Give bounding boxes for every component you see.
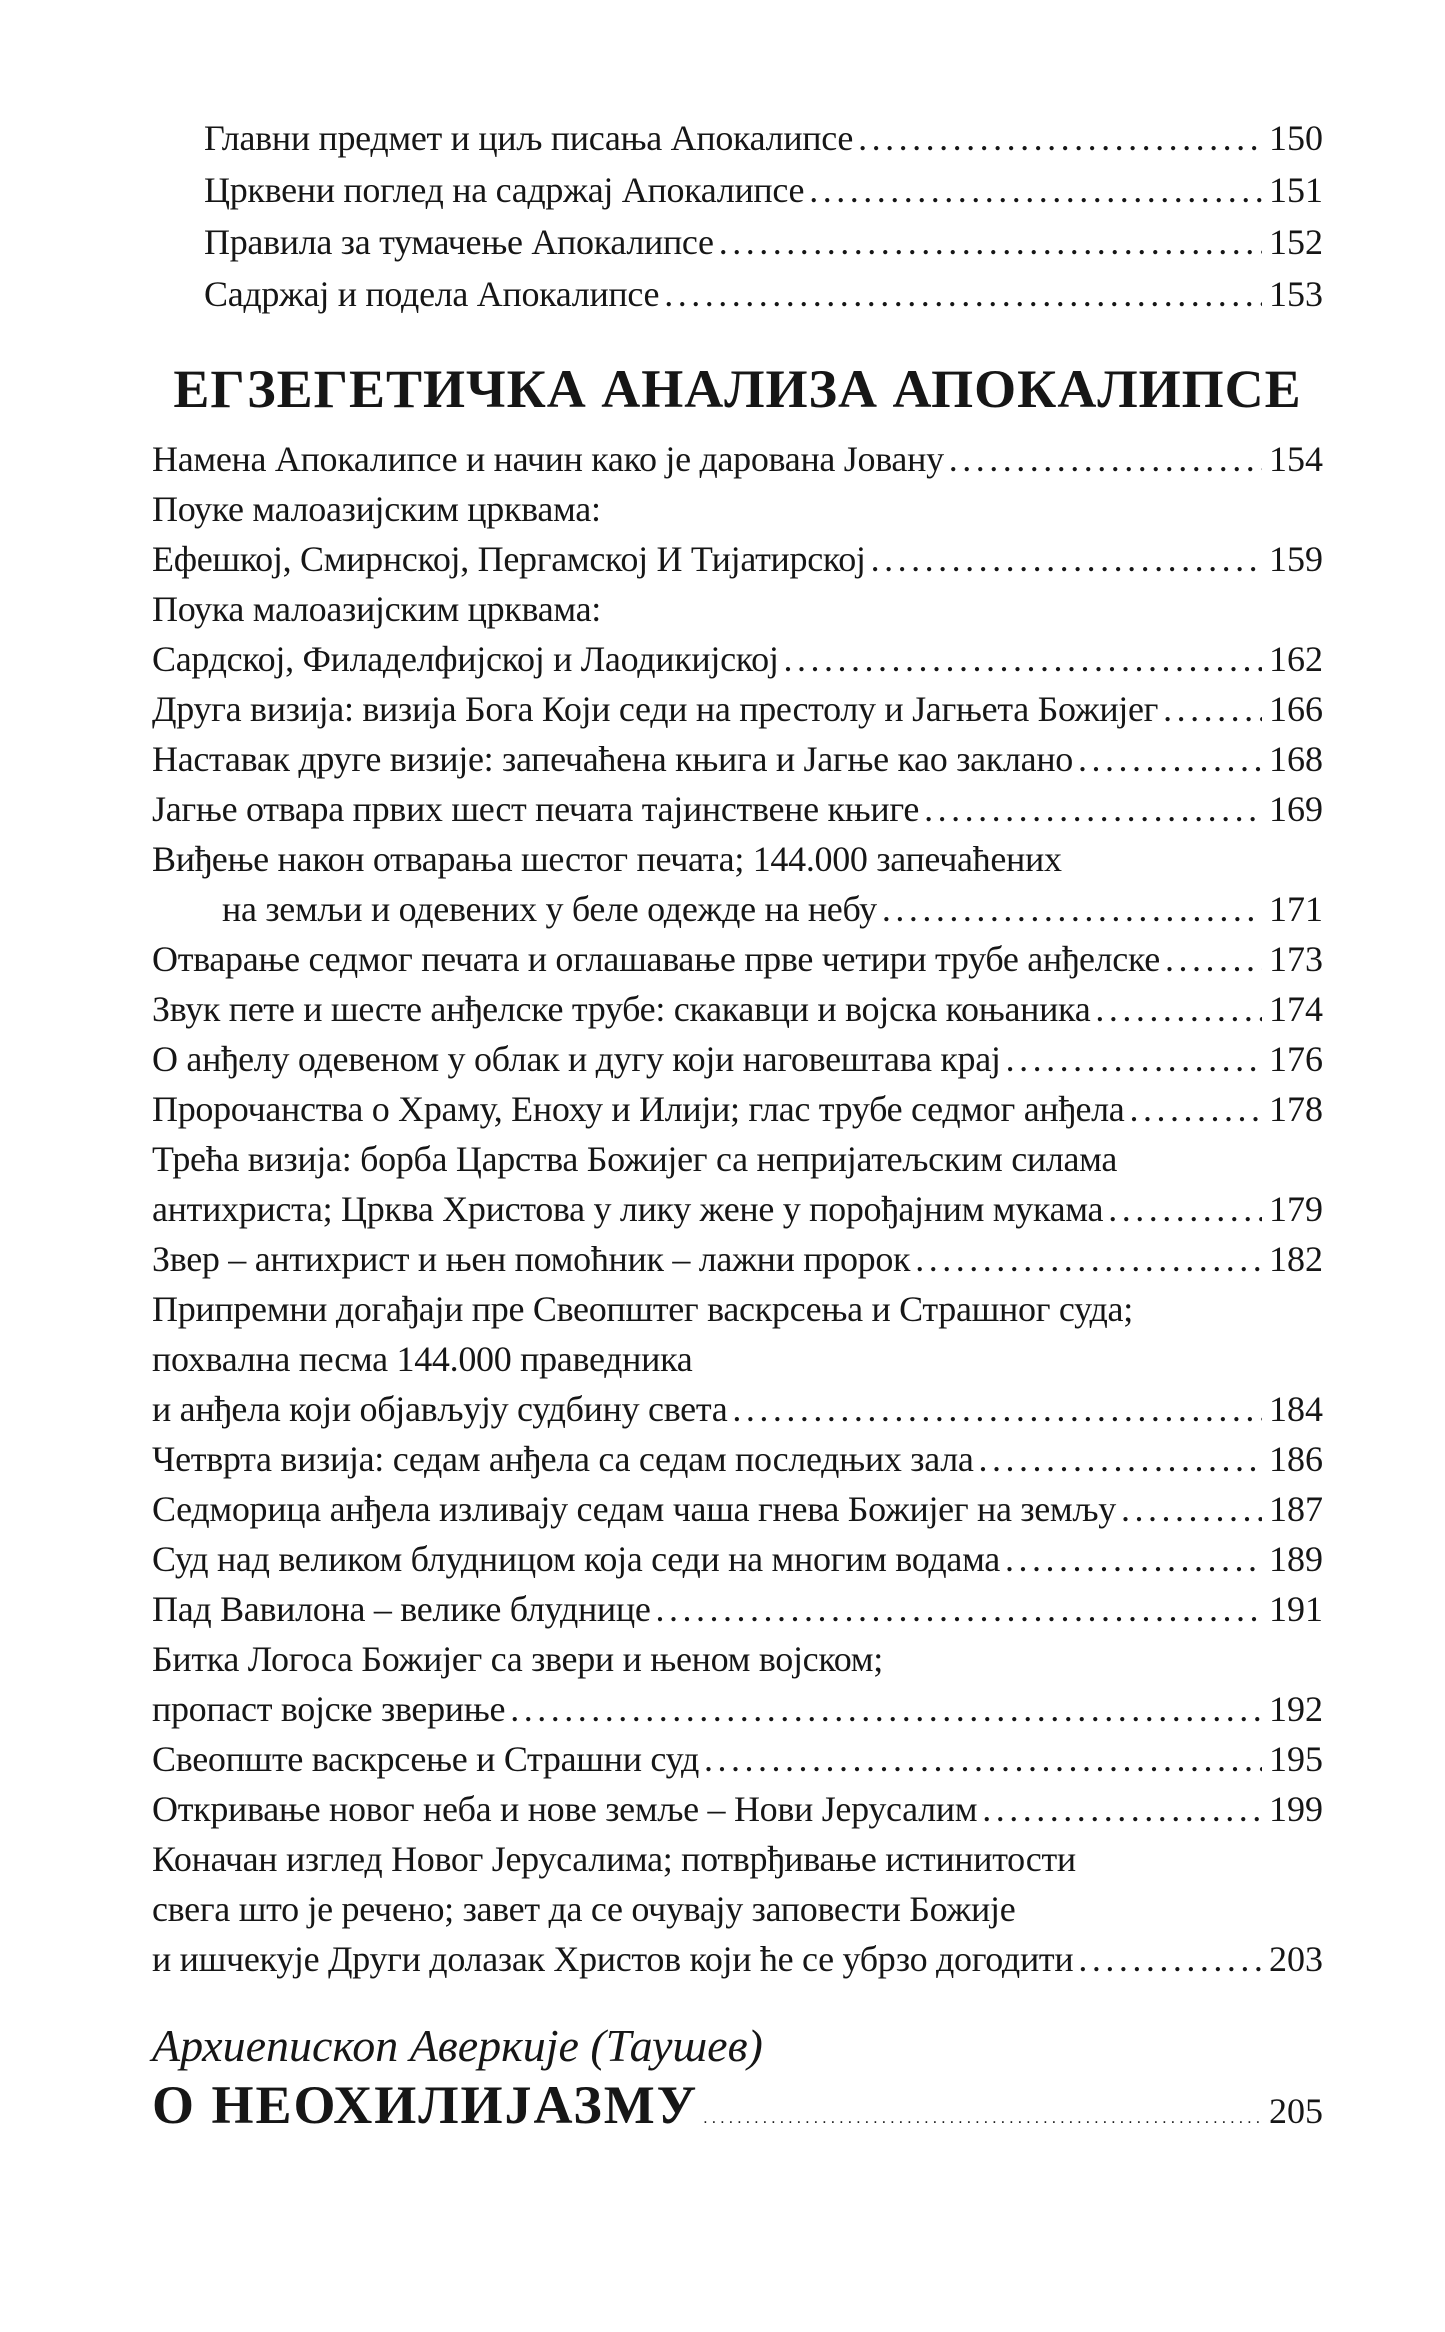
toc-entry — [204, 112, 1323, 164]
page-number: 151 — [1269, 170, 1323, 210]
toc-entry — [152, 934, 1323, 984]
toc-entry — [152, 984, 1323, 1034]
toc-entry — [152, 784, 1323, 834]
toc-entry-title: О анђелу одевеном у облак и дугу који наговештава крај — [152, 1039, 1001, 1079]
page-number: 166 — [1269, 689, 1323, 729]
toc-entry-title: Суд над великом блудницом која седи на многим водама — [152, 1539, 1000, 1579]
page-number: 150 — [1269, 118, 1323, 158]
toc-entry — [152, 1534, 1323, 1584]
toc-entry-title: Сардској, Филаделфијској и Лаодикијској — [152, 639, 779, 679]
toc-entry-title: Коначан изглед Новог Јерусалима; потврђивање истинитости — [152, 1839, 1076, 1879]
toc-entry — [152, 1084, 1323, 1134]
toc-entry — [204, 216, 1323, 268]
toc-entry-title: и ишчекује Други долазак Христов који ће се убрзо догодити — [152, 1939, 1074, 1979]
page-number: 152 — [1269, 222, 1323, 262]
appendix-title: О НЕОХИЛИЈАЗМУ — [152, 2075, 699, 2135]
dot-leader — [1103, 1184, 1262, 1234]
dot-leader — [1073, 1934, 1262, 1984]
toc-entry-title: Седморица анђела изливају седам чаша гнева Божијег на земљу — [152, 1489, 1116, 1529]
toc-entry-title: Друга визија: визија Бога Који седи на престолу и Јагњета Божијег — [152, 689, 1159, 729]
page-number: 179 — [1269, 1189, 1323, 1229]
dot-leader — [779, 634, 1262, 684]
toc-entry — [152, 534, 1323, 584]
page-number: 192 — [1269, 1689, 1323, 1729]
toc-entry-title: Звер – антихрист и њен помоћник – лажни пророк — [152, 1239, 911, 1279]
toc-entry-title: Садржај и подела Апокалипсе — [204, 274, 660, 314]
toc-entry — [152, 1834, 1323, 1884]
toc-entry — [152, 1484, 1323, 1534]
page-number: 162 — [1269, 639, 1323, 679]
dot-leader — [505, 1684, 1262, 1734]
page-number: 195 — [1269, 1739, 1323, 1779]
dot-leader — [853, 112, 1262, 162]
page-number: 178 — [1269, 1089, 1323, 1129]
dot-leader — [944, 434, 1262, 484]
toc-entry — [152, 834, 1323, 884]
dot-leader — [651, 1584, 1262, 1634]
toc-content — [152, 112, 1323, 2150]
dot-leader — [1160, 934, 1262, 984]
page-number: 173 — [1269, 939, 1323, 979]
page-number: 186 — [1269, 1439, 1323, 1479]
toc-entry — [152, 2074, 1323, 2150]
dot-leader — [910, 1234, 1262, 1284]
dot-leader — [1158, 684, 1262, 734]
toc-entry-title: Четврта визија: седам анђела са седам последњих зала — [152, 1439, 974, 1479]
appendix-author: Архиепископ Аверкије (Таушев) — [152, 2020, 763, 2071]
toc-entry-title: Главни предмет и циљ писања Апокалипсе — [204, 118, 854, 158]
toc-entry — [152, 1034, 1323, 1084]
toc-entry-title: пропаст војске звериње — [152, 1689, 506, 1729]
dot-leader — [866, 534, 1262, 584]
toc-entry — [152, 1634, 1323, 1684]
section-entries — [152, 434, 1323, 1984]
toc-entry-title: Наставак друге визије: запечаћена књига и Јагње као заклано — [152, 739, 1074, 779]
toc-entry-title: Намена Апокалипсе и начин како је дарована Јовану — [152, 439, 944, 479]
toc-entry — [204, 164, 1323, 216]
toc-entry-title: Поука малоазијским црквама: — [152, 589, 602, 629]
dot-leader — [804, 164, 1262, 214]
toc-entry — [152, 1284, 1323, 1334]
toc-entry-title: Пророчанства о Храму, Еноху и Илији; глас трубе седмог анђела — [152, 1089, 1125, 1129]
toc-entry-title: Звук пете и шесте анђелске трубе: скакавци и војска коњаника — [152, 989, 1091, 1029]
toc-entry — [152, 1184, 1323, 1234]
toc-entry — [152, 634, 1323, 684]
page-number: 203 — [1269, 1939, 1323, 1979]
dot-leader — [919, 784, 1262, 834]
dot-leader — [1000, 1534, 1262, 1584]
toc-entry-title: Поуке малоазијским црквама: — [152, 489, 601, 529]
toc-entry — [152, 1234, 1323, 1284]
page-number: 168 — [1269, 739, 1323, 779]
page-number: 171 — [1269, 889, 1323, 929]
dot-leader — [698, 2088, 1262, 2150]
dot-leader — [659, 268, 1262, 318]
toc-entry-title: свега што је речено; завет да се очувају заповести Божије — [152, 1889, 1016, 1929]
dot-leader — [1001, 1034, 1262, 1084]
toc-entry-title: Пад Вавилона – велике блуднице — [152, 1589, 651, 1629]
toc-entry-title: Откривање новог неба и нове земље – Нови Јерусалим — [152, 1789, 978, 1829]
toc-entry — [152, 1584, 1323, 1634]
toc-entry-title: Јагње отвара првих шест печата тајинствене књиге — [152, 789, 920, 829]
toc-entry-title: Битка Логоса Божијег са звери и њеном војском; — [152, 1639, 883, 1679]
toc-entry-title: Припремни догађаји пре Свеопштег васкрсења и Страшног суда; — [152, 1289, 1133, 1329]
page-number: 153 — [1269, 274, 1323, 314]
toc-entry — [152, 1384, 1323, 1434]
page-number: 182 — [1269, 1239, 1323, 1279]
toc-entry — [152, 884, 1323, 934]
toc-entry — [152, 734, 1323, 784]
toc-entry — [152, 1734, 1323, 1784]
toc-entry-title: антихриста; Црква Христова у лику жене у порођајним мукама — [152, 1189, 1104, 1229]
pre-section-entries — [152, 112, 1323, 320]
toc-entry-title: и анђела који објављују судбину света — [152, 1389, 728, 1429]
toc-entry-title: Свеопште васкрсење и Страшни суд — [152, 1739, 700, 1779]
toc-entry — [152, 434, 1323, 484]
page-number: 159 — [1269, 539, 1323, 579]
dot-leader — [1124, 1084, 1262, 1134]
page-number: 191 — [1269, 1589, 1323, 1629]
page-number: 205 — [1269, 2091, 1323, 2131]
toc-entry-title: Виђење након отварања шестог печата; 144.000 запечаћених — [152, 839, 1062, 879]
dot-leader — [1090, 984, 1262, 1034]
dot-leader — [1116, 1484, 1262, 1534]
toc-entry — [152, 1784, 1323, 1834]
dot-leader — [714, 216, 1262, 266]
toc-entry-title: похвална песма 144.000 праведника — [152, 1339, 693, 1379]
toc-entry — [152, 1884, 1323, 1934]
toc-entry-title: Отварање седмог печата и оглашавање прве четири трубе анђелске — [152, 939, 1160, 979]
toc-entry-title: на земљи и одевених у беле одежде на небу — [222, 889, 877, 929]
appendix-section — [152, 2018, 1323, 2150]
dot-leader — [877, 884, 1262, 934]
toc-entry — [152, 684, 1323, 734]
toc-entry — [152, 584, 1323, 634]
toc-entry — [152, 1684, 1323, 1734]
page-number: 187 — [1269, 1489, 1323, 1529]
page-number: 154 — [1269, 439, 1323, 479]
toc-entry — [204, 268, 1323, 320]
dot-leader — [699, 1734, 1262, 1784]
dot-leader — [977, 1784, 1262, 1834]
page-number: 189 — [1269, 1539, 1323, 1579]
toc-entry — [152, 1134, 1323, 1184]
toc-entry-title: Правила за тумачење Апокалипсе — [204, 222, 714, 262]
toc-entry-title: Црквени поглед на садржај Апокалипсе — [204, 170, 805, 210]
dot-leader — [974, 1434, 1262, 1484]
toc-entry — [152, 1434, 1323, 1484]
page-number: 199 — [1269, 1789, 1323, 1829]
toc-entry — [152, 1334, 1323, 1384]
page-number: 169 — [1269, 789, 1323, 829]
toc-entry-title: Ефешкој, Смирнској, Пергамској И Тијатирској — [152, 539, 866, 579]
toc-entry — [152, 1934, 1323, 1984]
section-heading: ЕГЗЕГЕТИЧКА АНАЛИЗА АПОКАЛИПСЕ — [173, 359, 1302, 419]
toc-entry-title: Трећа визија: борба Царства Божијег са непријатељским силама — [152, 1139, 1118, 1179]
page-number: 184 — [1269, 1389, 1323, 1429]
toc-entry — [152, 484, 1323, 534]
page-number: 174 — [1269, 989, 1323, 1029]
page-number: 176 — [1269, 1039, 1323, 1079]
dot-leader — [727, 1384, 1262, 1434]
dot-leader — [1073, 734, 1262, 784]
